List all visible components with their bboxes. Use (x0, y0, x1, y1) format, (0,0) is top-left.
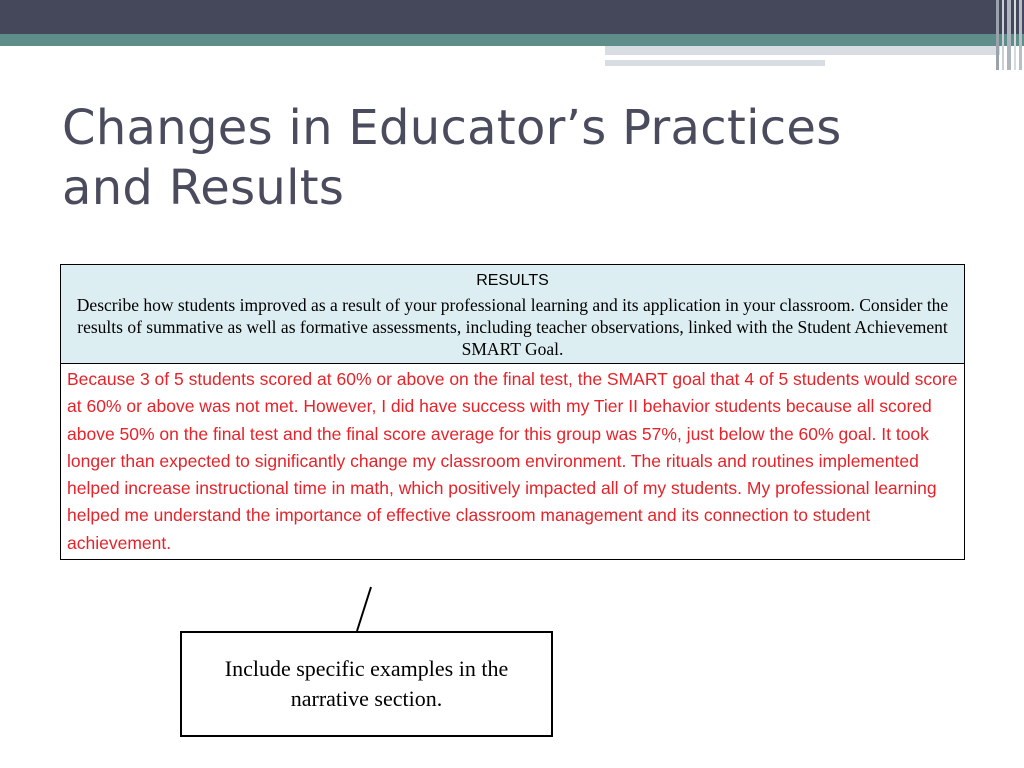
results-prompt: Describe how students improved as a result of your professional learning and its application in your classroom. Consider the results of summative as well as formative assessments, including teacher observations, linked with the Student Achievement SMART Goal. (76, 295, 949, 359)
callout-text: Include specific examples in the narrative section. (224, 656, 509, 711)
results-header-row (61, 265, 965, 364)
header-vertical-stripes (992, 0, 1024, 70)
header-band-light (605, 46, 1000, 55)
header-band-dark (0, 0, 1024, 34)
page-title-line-2: and Results (62, 160, 345, 216)
results-table (60, 264, 965, 560)
results-response-text: Because 3 of 5 students scored at 60% or above on the final test, the SMART goal that 4 of 5 students would score at 60% or above was not met. However, I did have success with my Tier II behavior students because all scored above 50% on the final test and the final score average for this group was 57%, just below the 60% goal. It took longer than expected to significantly change my classroom environment. The rituals and routines implemented helped increase instructional time in math, which positively impacted all of my students. My professional learning helped me understand the importance of effective classroom management and its connection to student achievement. (67, 369, 958, 553)
results-response-row (61, 364, 965, 560)
callout-box (180, 631, 553, 737)
header-band-light-short (605, 60, 825, 66)
page-title-line-1: Changes in Educator’s Practices (62, 100, 842, 156)
results-response-cell (61, 364, 965, 560)
page-title (62, 98, 962, 218)
results-header-cell (61, 265, 965, 364)
results-heading: RESULTS (476, 272, 549, 289)
header-rule (605, 55, 947, 57)
header-band-teal (0, 34, 1024, 46)
